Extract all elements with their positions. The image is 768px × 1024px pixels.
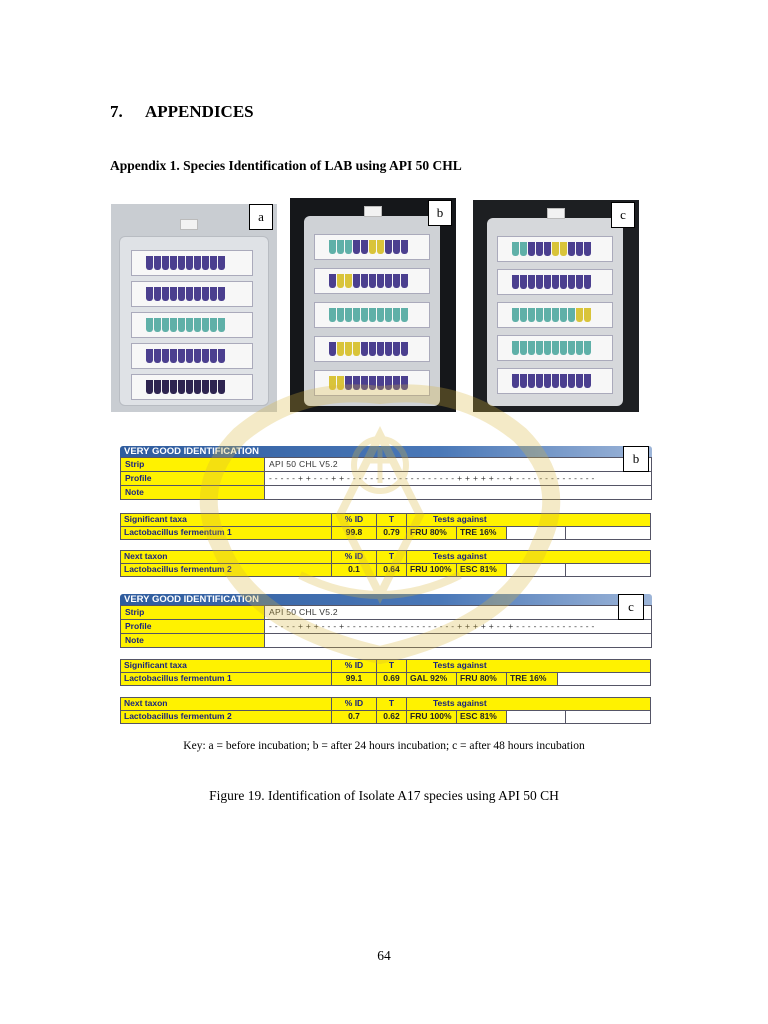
- figure-caption: Figure 19. Identification of Isolate A17 species using API 50 CH: [209, 788, 559, 803]
- test-against: FRU 100%: [406, 710, 457, 724]
- test-cup: [584, 242, 591, 256]
- test-cup: [520, 242, 527, 256]
- test-cup: [528, 308, 535, 322]
- test-cup: [361, 308, 368, 322]
- test-cup: [345, 308, 352, 322]
- identification-table-c: [120, 594, 652, 721]
- col-t: T: [376, 697, 407, 711]
- test-cup: [544, 242, 551, 256]
- strip-value: API 50 CHL V5.2: [265, 606, 651, 619]
- section-title: APPENDICES: [145, 102, 254, 121]
- test-cup: [194, 256, 201, 270]
- test-cup: [178, 349, 185, 363]
- test-cup: [210, 256, 217, 270]
- col-id: % ID: [331, 659, 377, 673]
- test-cup: [584, 374, 591, 388]
- strip-row: [120, 605, 652, 620]
- test-cup: [202, 318, 209, 332]
- test-cup: [544, 308, 551, 322]
- test-cup: [584, 308, 591, 322]
- profile-label: Profile: [121, 620, 265, 633]
- photo-tag: [364, 206, 382, 217]
- test-cup: [170, 380, 177, 394]
- test-against: TRE 16%: [506, 672, 558, 686]
- test-cup: [186, 380, 193, 394]
- test-cup: [162, 380, 169, 394]
- col-tests: Tests against: [406, 513, 651, 527]
- significant-taxa-table: [120, 660, 652, 686]
- test-cup: [393, 240, 400, 254]
- test-cup: [210, 287, 217, 301]
- test-cup: [393, 308, 400, 322]
- test-cup: [202, 256, 209, 270]
- test-cup: [528, 374, 535, 388]
- table-row: [120, 673, 652, 686]
- test-against: ESC 81%: [456, 563, 507, 577]
- test-cup: [552, 308, 559, 322]
- api-test-strip: [131, 374, 253, 400]
- note-label: Note: [121, 634, 265, 647]
- photo-tag: [180, 219, 198, 230]
- api-test-strip: [497, 368, 613, 394]
- test-cup: [329, 308, 336, 322]
- test-cup: [369, 376, 376, 390]
- strip-row: [120, 457, 652, 472]
- test-cup: [178, 318, 185, 332]
- test-cup: [353, 274, 360, 288]
- test-cup: [361, 240, 368, 254]
- api-test-strip: [314, 302, 430, 328]
- test-cup: [401, 376, 408, 390]
- api-test-strip: [131, 343, 253, 369]
- test-cup: [528, 275, 535, 289]
- test-cup: [329, 240, 336, 254]
- test-cup: [568, 308, 575, 322]
- test-cup: [210, 349, 217, 363]
- test-cup: [210, 318, 217, 332]
- photo-label-b: b: [428, 200, 452, 226]
- test-cup: [202, 380, 209, 394]
- api-test-strip: [497, 269, 613, 295]
- test-cup: [337, 274, 344, 288]
- test-cup: [146, 287, 153, 301]
- test-cup: [194, 349, 201, 363]
- test-cup: [520, 374, 527, 388]
- taxon-id: 0.7: [331, 710, 377, 724]
- test-cup: [162, 318, 169, 332]
- test-cup: [512, 308, 519, 322]
- api-test-strip: [314, 268, 430, 294]
- test-cup: [337, 308, 344, 322]
- api-test-strip: [497, 335, 613, 361]
- test-cup: [329, 274, 336, 288]
- table-row: [120, 527, 652, 540]
- identification-header: VERY GOOD IDENTIFICATION: [120, 446, 652, 457]
- photo-label-c: c: [611, 202, 635, 228]
- test-cup: [552, 275, 559, 289]
- test-cup: [560, 242, 567, 256]
- test-cup: [401, 342, 408, 356]
- test-cup: [584, 275, 591, 289]
- test-cup: [146, 349, 153, 363]
- test-cup: [345, 376, 352, 390]
- test-cup: [385, 240, 392, 254]
- test-cup: [576, 308, 583, 322]
- test-cup: [353, 376, 360, 390]
- next-taxon-table: [120, 551, 652, 577]
- test-against: [565, 563, 651, 577]
- profile-value: - - - - - + + + - - - + - - - - - - - - - - - - - - - - - - - + + + + + - - + - - - - - - - - - - - - - -: [265, 620, 651, 633]
- test-cup: [568, 242, 575, 256]
- test-cup: [393, 274, 400, 288]
- test-cup: [146, 318, 153, 332]
- col-id: % ID: [331, 697, 377, 711]
- test-cup: [536, 374, 543, 388]
- test-cup: [377, 274, 384, 288]
- test-cup: [520, 275, 527, 289]
- test-cup: [194, 318, 201, 332]
- api-test-strip: [314, 234, 430, 260]
- test-cup: [401, 274, 408, 288]
- photo-tag: [547, 208, 565, 219]
- profile-value: - - - - - + + - - - + + - - - - - - - - - - - - - - - - - - - + + + + + - - + - - - - - - - - - - - - - -: [265, 472, 651, 485]
- col-taxa: Next taxon: [120, 550, 332, 564]
- test-cup: [178, 287, 185, 301]
- significant-taxa-table: [120, 514, 652, 540]
- test-cup: [218, 349, 225, 363]
- test-cup: [393, 342, 400, 356]
- col-id: % ID: [331, 550, 377, 564]
- taxon-name: Lactobacillus fermentum 1: [120, 672, 332, 686]
- taxon-id: 99.8: [331, 526, 377, 540]
- test-cup: [560, 374, 567, 388]
- identification-table-b: [120, 446, 652, 574]
- profile-row: [120, 620, 652, 634]
- test-cup: [154, 318, 161, 332]
- test-cup: [520, 308, 527, 322]
- col-taxa: Significant taxa: [120, 659, 332, 673]
- test-cup: [154, 380, 161, 394]
- test-cup: [194, 380, 201, 394]
- col-taxa: Next taxon: [120, 697, 332, 711]
- col-tests: Tests against: [406, 659, 651, 673]
- strip-value: API 50 CHL V5.2: [265, 458, 651, 471]
- test-cup: [170, 287, 177, 301]
- test-cup: [560, 275, 567, 289]
- test-cup: [329, 342, 336, 356]
- test-cup: [178, 256, 185, 270]
- test-cup: [329, 376, 336, 390]
- strip-label: Strip: [121, 606, 265, 619]
- next-taxon-table: [120, 698, 652, 724]
- test-cup: [337, 376, 344, 390]
- test-cup: [154, 256, 161, 270]
- test-cup: [385, 308, 392, 322]
- test-cup: [154, 349, 161, 363]
- note-row: [120, 486, 652, 500]
- test-cup: [401, 240, 408, 254]
- test-cup: [560, 341, 567, 355]
- col-tests: Tests against: [406, 550, 651, 564]
- test-cup: [512, 341, 519, 355]
- api-test-strip: [497, 302, 613, 328]
- strip-label: Strip: [121, 458, 265, 471]
- test-cup: [154, 287, 161, 301]
- test-cup: [186, 318, 193, 332]
- test-cup: [576, 275, 583, 289]
- test-cup: [576, 374, 583, 388]
- test-cup: [536, 242, 543, 256]
- test-cup: [218, 318, 225, 332]
- test-cup: [369, 240, 376, 254]
- test-cup: [385, 376, 392, 390]
- test-cup: [170, 318, 177, 332]
- test-cup: [512, 242, 519, 256]
- test-against: [506, 563, 566, 577]
- test-cup: [560, 308, 567, 322]
- api-test-strip: [131, 312, 253, 338]
- test-cup: [337, 240, 344, 254]
- test-cup: [536, 308, 543, 322]
- test-cup: [544, 374, 551, 388]
- test-cup: [393, 376, 400, 390]
- test-cup: [369, 274, 376, 288]
- identification-header: VERY GOOD IDENTIFICATION: [120, 594, 652, 605]
- test-against: TRE 16%: [456, 526, 507, 540]
- test-cup: [377, 240, 384, 254]
- test-cup: [576, 341, 583, 355]
- test-cup: [361, 274, 368, 288]
- photo-before-incubation: [111, 204, 277, 412]
- test-cup: [552, 341, 559, 355]
- col-id: % ID: [331, 513, 377, 527]
- test-cup: [369, 308, 376, 322]
- profile-label: Profile: [121, 472, 265, 485]
- table-row: [120, 564, 652, 577]
- test-cup: [385, 342, 392, 356]
- api-test-strip: [314, 370, 430, 396]
- test-cup: [512, 374, 519, 388]
- test-cup: [202, 287, 209, 301]
- api-test-strip: [131, 281, 253, 307]
- test-against: [506, 710, 566, 724]
- test-cup: [401, 308, 408, 322]
- test-cup: [576, 242, 583, 256]
- col-tests: Tests against: [406, 697, 651, 711]
- photo-48h-incubation: [473, 200, 639, 412]
- test-cup: [377, 342, 384, 356]
- photo-label-a: a: [249, 204, 273, 230]
- photo-24h-incubation: [290, 198, 456, 412]
- test-cup: [568, 341, 575, 355]
- test-cup: [162, 256, 169, 270]
- test-cup: [377, 308, 384, 322]
- test-cup: [536, 341, 543, 355]
- taxon-t: 0.79: [376, 526, 407, 540]
- test-cup: [385, 274, 392, 288]
- taxon-name: Lactobacillus fermentum 2: [120, 710, 332, 724]
- test-cup: [353, 240, 360, 254]
- taxon-name: Lactobacillus fermentum 2: [120, 563, 332, 577]
- test-against: [565, 710, 651, 724]
- test-against: FRU 100%: [406, 563, 457, 577]
- test-cup: [568, 275, 575, 289]
- profile-row: [120, 472, 652, 486]
- test-cup: [345, 342, 352, 356]
- test-against: FRU 80%: [456, 672, 507, 686]
- test-cup: [178, 380, 185, 394]
- test-cup: [361, 342, 368, 356]
- test-cup: [584, 341, 591, 355]
- test-cup: [202, 349, 209, 363]
- test-cup: [162, 287, 169, 301]
- test-cup: [552, 374, 559, 388]
- col-t: T: [376, 659, 407, 673]
- taxon-name: Lactobacillus fermentum 1: [120, 526, 332, 540]
- taxon-id: 0.1: [331, 563, 377, 577]
- test-cup: [345, 274, 352, 288]
- test-cup: [170, 349, 177, 363]
- note-label: Note: [121, 486, 265, 499]
- col-t: T: [376, 550, 407, 564]
- note-value: [265, 634, 651, 647]
- taxon-t: 0.64: [376, 563, 407, 577]
- test-cup: [162, 349, 169, 363]
- test-cup: [186, 349, 193, 363]
- page-number: 64: [377, 948, 391, 963]
- taxon-t: 0.62: [376, 710, 407, 724]
- test-against: FRU 80%: [406, 526, 457, 540]
- test-against: [506, 526, 566, 540]
- test-cup: [568, 374, 575, 388]
- test-against: ESC 81%: [456, 710, 507, 724]
- section-number: 7.: [110, 102, 123, 121]
- api-test-strip: [131, 250, 253, 276]
- test-cup: [552, 242, 559, 256]
- table-label-c: c: [618, 594, 644, 620]
- test-cup: [146, 256, 153, 270]
- test-cup: [544, 341, 551, 355]
- test-cup: [210, 380, 217, 394]
- note-row: [120, 634, 652, 648]
- taxon-t: 0.69: [376, 672, 407, 686]
- api-test-strip: [314, 336, 430, 362]
- test-cup: [170, 256, 177, 270]
- test-cup: [353, 308, 360, 322]
- taxon-id: 99.1: [331, 672, 377, 686]
- test-cup: [536, 275, 543, 289]
- test-against: GAL 92%: [406, 672, 457, 686]
- test-cup: [377, 376, 384, 390]
- test-against: [557, 672, 651, 686]
- section-heading: [110, 102, 254, 122]
- test-cup: [194, 287, 201, 301]
- api-test-strip: [497, 236, 613, 262]
- test-cup: [337, 342, 344, 356]
- test-cup: [218, 380, 225, 394]
- table-label-b: b: [623, 446, 649, 472]
- test-cup: [369, 342, 376, 356]
- test-cup: [520, 341, 527, 355]
- test-cup: [146, 380, 153, 394]
- test-cup: [528, 242, 535, 256]
- test-cup: [218, 287, 225, 301]
- test-cup: [361, 376, 368, 390]
- test-cup: [512, 275, 519, 289]
- figure-key: Key: a = before incubation; b = after 24 hours incubation; c = after 48 hours incubation: [183, 740, 585, 752]
- test-cup: [353, 342, 360, 356]
- note-value: [265, 486, 651, 499]
- test-against: [565, 526, 651, 540]
- test-cup: [528, 341, 535, 355]
- test-cup: [345, 240, 352, 254]
- test-cup: [186, 287, 193, 301]
- test-cup: [186, 256, 193, 270]
- test-cup: [544, 275, 551, 289]
- table-row: [120, 711, 652, 724]
- col-t: T: [376, 513, 407, 527]
- appendix-title: Appendix 1. Species Identification of LAB using API 50 CHL: [110, 158, 462, 173]
- col-taxa: Significant taxa: [120, 513, 332, 527]
- test-cup: [218, 256, 225, 270]
